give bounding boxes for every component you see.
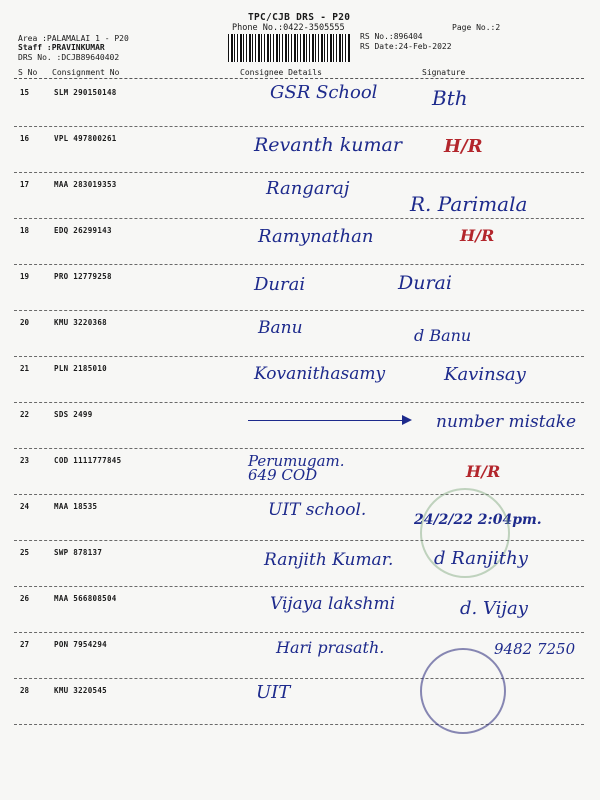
row-sno: 23	[20, 456, 30, 465]
phone-number: Phone No.:0422-3505555	[232, 23, 345, 33]
row-consignee: Revanth kumar	[254, 134, 402, 156]
row-sno: 27	[20, 640, 30, 649]
row-consignment-no: PON 7954294	[54, 640, 107, 649]
row-consignment-no: VPL 497800261	[54, 134, 117, 143]
rs-number: RS No.:896404	[360, 32, 423, 41]
row-signature: Bth	[432, 86, 468, 110]
row-signature: 9482 7250	[494, 640, 576, 658]
row-sno: 26	[20, 594, 30, 603]
row-consignee: GSR School	[270, 82, 378, 103]
table-row	[14, 448, 584, 495]
row-consignee: UIT	[256, 682, 291, 703]
row-signature: R. Parimala	[410, 192, 528, 216]
column-header-sno: S No	[18, 68, 38, 77]
row-sno: 28	[20, 686, 30, 695]
row-sno: 19	[20, 272, 30, 281]
column-header-signature: Signature	[422, 68, 466, 77]
sheet-title: TPC/CJB DRS - P20	[248, 12, 351, 23]
row-signature: H/R	[460, 226, 495, 245]
round-seal-stamp	[420, 648, 506, 734]
row-consignee: UIT school.	[268, 500, 367, 520]
page-number: Page No.:2	[452, 23, 501, 32]
header-divider	[14, 78, 584, 79]
row-sno: 25	[20, 548, 30, 557]
row-sno: 18	[20, 226, 30, 235]
table-row	[14, 218, 584, 265]
row-consignment-no: MAA 283019353	[54, 180, 117, 189]
row-sno: 15	[20, 88, 30, 97]
row-sno: 16	[20, 134, 30, 143]
row-signature: d Banu	[414, 326, 472, 345]
row-consignment-no: MAA 18535	[54, 502, 98, 511]
row-signature: d Ranjithy	[434, 548, 528, 569]
row-consignee: Banu	[258, 318, 303, 338]
arrow-icon	[402, 415, 412, 425]
row-consignment-no: KMU 3220545	[54, 686, 107, 695]
table-row	[14, 264, 584, 311]
row-consignment-no: EDQ 26299143	[54, 226, 112, 235]
table-row	[14, 126, 584, 173]
row-consignee: Vijaya lakshmi	[270, 594, 396, 614]
row-sno: 24	[20, 502, 30, 511]
row-consignee: Durai	[254, 274, 306, 295]
row-consignment-no: MAA 566808504	[54, 594, 117, 603]
column-header-consignee: Consignee Details	[240, 68, 322, 77]
table-row	[14, 80, 584, 127]
row-consignment-no: SLM 290150148	[54, 88, 117, 97]
table-row	[14, 540, 584, 587]
row-signature: number mistake	[436, 412, 577, 432]
table-row	[14, 172, 584, 219]
row-sno: 20	[20, 318, 30, 327]
table-row	[14, 356, 584, 403]
row-consignee: Hari prasath.	[276, 638, 385, 657]
row-consignment-no: COD 1111777845	[54, 456, 122, 465]
row-sno: 21	[20, 364, 30, 373]
row-consignee: Ranjith Kumar.	[264, 550, 394, 570]
row-signature: H/R	[466, 462, 501, 481]
row-consignee: Ramynathan	[258, 226, 374, 247]
row-consignment-no: SWP 878137	[54, 548, 103, 557]
area-label: Area :PALAMALAI 1 - P20	[18, 34, 129, 43]
table-row	[14, 586, 584, 633]
row-signature: H/R	[444, 136, 483, 157]
barcode	[228, 34, 350, 62]
row-consignment-no: PLN 2185010	[54, 364, 107, 373]
row-consignee: Kovanithasamy	[254, 364, 386, 384]
row-signature: 24/2/22 2:04pm.	[414, 512, 542, 528]
table-row	[14, 310, 584, 357]
row-consignment-no: KMU 3220368	[54, 318, 107, 327]
row-signature: Durai	[398, 272, 452, 294]
row-consignee: Perumugam. 649 COD	[248, 452, 345, 484]
table-row	[14, 402, 584, 449]
row-sno: 17	[20, 180, 30, 189]
arrow-line	[248, 420, 408, 421]
row-signature: Kavinsay	[444, 364, 526, 385]
row-consignee: Rangaraj	[266, 178, 350, 199]
row-consignment-no: PRO 12779258	[54, 272, 112, 281]
drs-number: DRS No. :DCJB89640402	[18, 53, 120, 62]
staff-label: Staff :PRAVINKUMAR	[18, 43, 105, 52]
row-sno: 22	[20, 410, 30, 419]
rs-date: RS Date:24-Feb-2022	[360, 42, 452, 51]
row-consignment-no: SDS 2499	[54, 410, 93, 419]
column-header-consignment: Consignment No	[52, 68, 120, 77]
row-signature: d. Vijay	[460, 598, 528, 619]
